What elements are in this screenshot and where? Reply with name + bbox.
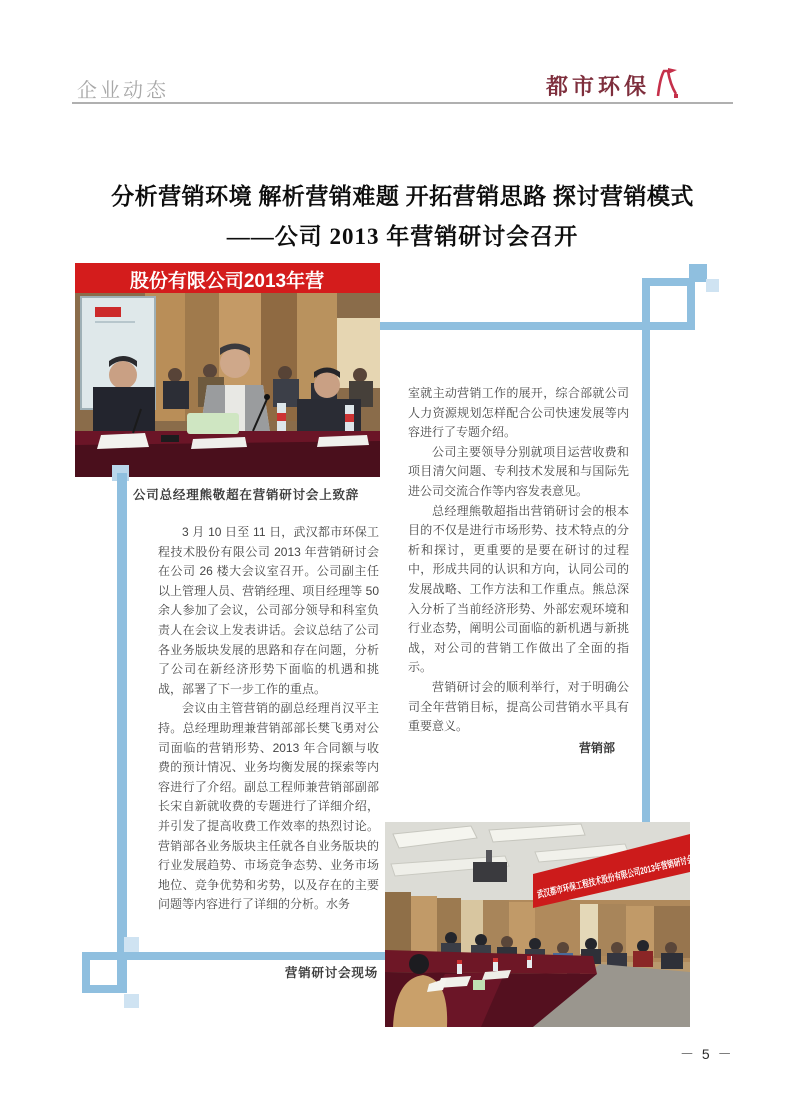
decor-right-vertical-bar [642, 278, 650, 822]
paragraph: 总经理熊敬超指出营销研讨会的根本目的不仅是进行市场形势、技术特点的分析和探讨，更重要的是要在研讨的过程中，形成共同的认识和方向，认同公司的发展战略、工作方法和工作重点。熊总深入分析了当前经济形势、外部宏观环境和行业态势，阐明公司面临的新机遇与新挑战，对公司的营销工作做出了全面的指示。 [408, 503, 629, 675]
decor-bottomleft-light-square-lower [124, 994, 139, 1008]
paragraph: 室就主动营销工作的展开，综合部就公司人力资源规划怎样配合公司快速发展等内容进行了专题介绍。 [408, 386, 629, 440]
body-column-right [408, 384, 629, 758]
decor-bottom-horizontal-line [82, 952, 385, 960]
photo-speech [75, 263, 380, 477]
paragraph: 3 月 10 日至 11 日，武汉都市环保工程技术股份有限公司 2013 年营销研讨会在公司 26 楼大会议室召开。公司副主任以上管理人员、营销经理、项目经理等 50 余人参加了会议，公司部分领导和科室负责人在会议上发表讲话。会议总结了公司各业务版块发展的思路和存在问题，分析了公司在新经济形势下面临的机遇和挑战，部署了下一步工作的重点。 [158, 525, 379, 696]
brand-wordmark: 都市环保 [546, 74, 651, 99]
decor-left-vertical-bar [117, 473, 127, 993]
decor-topright-solid-square [689, 264, 707, 282]
section-label: 企业动态 [77, 80, 169, 102]
photo-venue [385, 822, 763, 1027]
paragraph: 公司主要领导分别就项目运营收费和项目清欠问题、专利技术发展和与国际先进公司交流合作等内容发表意见。 [408, 444, 629, 498]
decor-bottomleft-light-square-upper [124, 937, 139, 952]
paragraph: 会议由主管营销的副总经理肖汉平主持。总经理助理兼营销部部长樊飞勇对公司面临的营销形势、2013 年合同额与收费的预计情况、业务均衡发展的探索等内容进行了介绍。副总工程师兼营销部副部长宋自新就收费的专题进行了详细介绍，并引发了提高收费工作效率的热烈讨论。营销部各业务版块主任就各自业务版块的行业发展趋势、市场竞争态势、业务市场地位、竞争优势和劣势，以及存在的主要问题等内容进行了详细的分析。水务 [158, 701, 379, 912]
byline-department: 营销部 [578, 740, 615, 755]
decor-topright-square-outline [642, 278, 695, 330]
photo-bottom-banner-text: 武汉都市环保工程技术股份有限公司2013年营销研讨会 [536, 838, 763, 901]
photo-bottom-caption: 营销研讨会现场 [284, 966, 378, 980]
title-line-1: 分析营销环境 解析营销难题 开拓营销思路 探讨营销模式 [111, 184, 694, 209]
brand-lockup [546, 70, 680, 105]
header-divider [72, 102, 733, 104]
decor-topright-light-square [706, 279, 719, 292]
brand-logo-icon [652, 66, 680, 105]
article-title [72, 178, 733, 251]
page-number: － 5 － [680, 1046, 734, 1062]
body-column-left [158, 523, 379, 915]
photo-top-caption: 公司总经理熊敬超在营销研讨会上致辞 [133, 488, 360, 502]
title-line-2: ——公司 2013 年营销研讨会召开 [226, 224, 579, 249]
decor-bottomleft-square-outline [82, 952, 127, 993]
paragraph: 营销研讨会的顺利举行，对于明确公司全年营销目标，提高公司营销水平具有重要意义。 [408, 679, 629, 734]
photo-top-banner-text: 股份有限公司2013年营 [129, 271, 325, 292]
